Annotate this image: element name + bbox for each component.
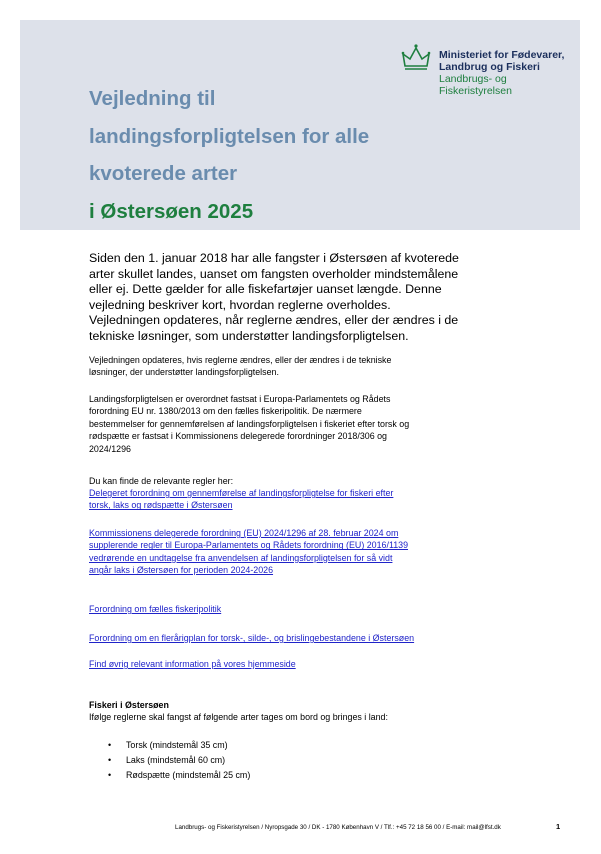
legal-line: Landingsforpligtelsen er overordnet fastsat i Europa-Parlamentets og Rådets bbox=[89, 394, 391, 404]
fishing-heading: Fiskeri i Østersøen bbox=[89, 700, 169, 710]
document-title bbox=[89, 80, 369, 230]
bullet-icon: • bbox=[108, 755, 112, 765]
list-item bbox=[108, 738, 250, 753]
crown-icon bbox=[400, 42, 432, 74]
update-note-line: Vejledningen opdateres, hvis reglerne ændres, eller der ændres i de tekniske bbox=[89, 355, 392, 365]
link-line: torsk, laks og rødspætte i Østersøen bbox=[89, 500, 233, 511]
title-line-3: kvoterede arter bbox=[89, 162, 238, 185]
legal-line: forordning EU nr. 1380/2013 om den fælles fiskeripolitik. De nærmere bbox=[89, 406, 362, 417]
link-line: supplerende regler til Europa-Parlamentets og Rådets forordning (EU) 2016/1139 bbox=[89, 540, 409, 551]
title-line-4: i Østersøen 2025 bbox=[89, 199, 254, 223]
bullet-icon: • bbox=[108, 740, 112, 750]
title-line-2: landingsforpligtelsen for alle bbox=[89, 124, 370, 148]
list-item-text: Torsk (mindstemål 35 cm) bbox=[126, 740, 228, 750]
update-note-line: løsninger, der understøtter landingsforpligtelsen. bbox=[89, 367, 279, 378]
link-common-fisheries-policy[interactable]: Forordning om fælles fiskeripolitik bbox=[89, 604, 222, 614]
bullet-icon: • bbox=[108, 770, 112, 780]
list-item-text: Laks (mindstemål 60 cm) bbox=[126, 755, 226, 765]
footer-contact: Landbrugs- og Fiskeristyrelsen / Nyropsgade 30 / DK - 1780 København V / Tlf.: +45 72 18 56 00 / E-mail: mail@lfst.dk bbox=[175, 824, 501, 831]
ministry-logo bbox=[400, 42, 575, 97]
logo-line-1: Ministeriet for Fødevarer, bbox=[439, 49, 565, 61]
link-multiannual-plan[interactable]: Forordning om en flerårigplan for torsk-, silde-, og brislingebestandene i Østersøen bbox=[89, 633, 415, 643]
logo-text bbox=[439, 49, 575, 97]
rules-heading: Du kan finde de relevante regler her: bbox=[89, 476, 234, 486]
logo-line-3: Landbrugs- og Fiskeristyrelsen bbox=[439, 73, 512, 97]
intro-line: arter skullet landes, uanset om fangsten overholder mindstemålene bbox=[89, 266, 459, 281]
intro-line: vejledning beskriver kort, hvordan reglerne overholdes. bbox=[89, 297, 391, 312]
link-line: Kommissionens delegerede forordning (EU) 2024/1296 af 28. februar 2024 om bbox=[89, 528, 399, 538]
link-line: Delegeret forordning om gennemførelse af landingsforpligtelse for fiskeri efter bbox=[89, 488, 394, 498]
list-item-text: Rødspætte (mindstemål 25 cm) bbox=[126, 770, 251, 780]
link-homepage-info[interactable]: Find øvrig relevant information på vores hjemmeside bbox=[89, 659, 296, 669]
update-note bbox=[89, 354, 434, 379]
link-line: vedrørende en undtagelse fra anvendelsen af landingsforpligtelsen for så vidt bbox=[89, 552, 393, 563]
fishing-subtext: Ifølge reglerne skal fangst af følgende arter tages om bord og bringes i land: bbox=[89, 712, 388, 722]
link-line: angår laks i Østersøen for perioden 2024-2026 bbox=[89, 565, 274, 576]
list-item bbox=[108, 753, 250, 768]
link-commission-regulation[interactable] bbox=[89, 527, 434, 577]
logo-line-2: Landbrug og Fiskeri bbox=[439, 61, 540, 73]
page-number: 1 bbox=[556, 822, 561, 831]
legal-line: bestemmelser for gennemførelsen af landingsforpligtelsen i fiskeriet efter torsk og bbox=[89, 418, 410, 429]
link-delegated-regulation[interactable] bbox=[89, 487, 434, 512]
legal-line: 2024/1296 bbox=[89, 443, 131, 454]
title-line-1: Vejledning til bbox=[89, 87, 216, 110]
legal-line: rødspætte er fastsat i Kommissionens delegerede forordninger 2018/306 og bbox=[89, 431, 387, 442]
intro-paragraph bbox=[89, 251, 469, 345]
intro-line: tekniske løsninger, som understøtter landingsforpligtelsen. bbox=[89, 328, 409, 343]
intro-line: Siden den 1. januar 2018 har alle fangster i Østersøen af kvoterede bbox=[89, 251, 459, 265]
list-item bbox=[108, 768, 250, 783]
intro-line: eller ej. Dette gælder for alle fiskefartøjer uanset længde. Denne bbox=[89, 282, 442, 297]
intro-line: Vejledningen opdateres, når reglerne ændres, eller der ændres i de bbox=[89, 313, 459, 328]
species-list bbox=[108, 738, 250, 783]
legal-basis bbox=[89, 393, 434, 455]
